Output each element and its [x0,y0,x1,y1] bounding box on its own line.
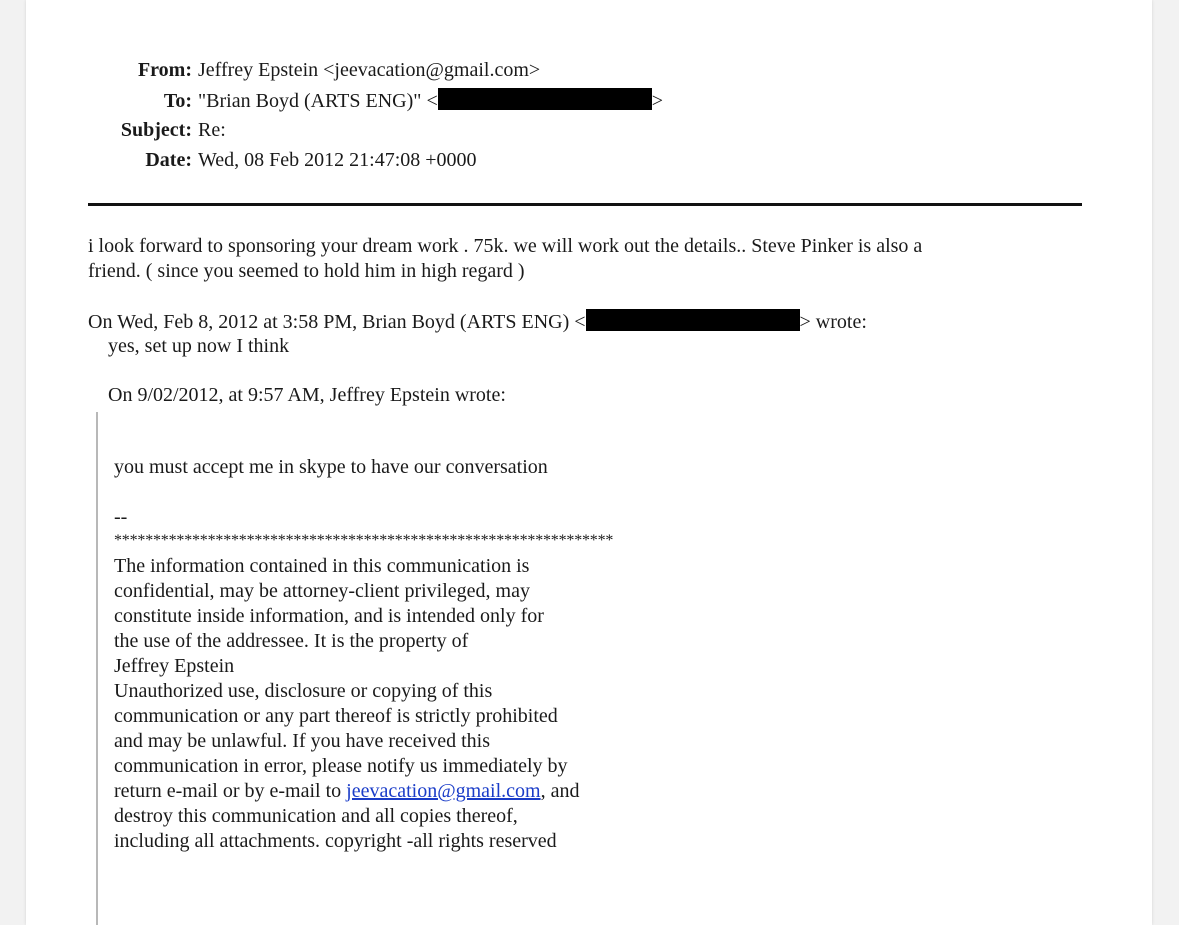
subject-label: Subject: [120,119,192,141]
to-close: > [651,90,664,112]
message-body [88,234,922,284]
from-label: From: [137,59,192,81]
message-line: i look forward to sponsoring your dream work . 75k. we will work out the details.. Steve Pinker is also a [88,235,923,257]
disclaimer-line: Jeffrey Epstein [114,655,235,677]
return-suffix: , and [540,780,580,802]
message-line: friend. ( since you seemed to hold him in high regard ) [88,260,525,282]
nested-body: you must accept me in skype to have our conversation [114,456,548,478]
disclaimer-line: communication or any part thereof is strictly prohibited [114,705,558,727]
date-value: Wed, 08 Feb 2012 21:47:08 +0000 [198,149,477,171]
date-label: Date: [145,149,192,171]
to-row [26,88,663,113]
return-prefix: return e-mail or by e-mail to [114,780,347,802]
disclaimer-line: destroy this communication and all copies thereof, [114,805,518,827]
subject-value: Re: [198,119,226,141]
nested-attribution: On 9/02/2012, at 9:57 AM, Jeffrey Epstein wrote: [108,384,506,406]
disclaimer-line: confidential, may be attorney-client privileged, may [114,580,530,602]
redaction-block [586,309,800,331]
disclaimer-line: Unauthorized use, disclosure or copying of this [114,680,493,702]
disclaimer [114,554,579,854]
reply-body: yes, set up now I think [108,335,290,357]
email-link[interactable]: jeevacation@gmail.com [346,780,541,802]
from-value: Jeffrey Epstein <jeevacation@gmail.com> [198,59,541,81]
signature-dashes: -- [114,506,128,528]
attribution-prefix: On Wed, Feb 8, 2012 at 3:58 PM, Brian Boyd (ARTS ENG) < [88,311,586,333]
disclaimer-line: the use of the addressee. It is the property of [114,630,469,652]
header-divider [88,203,1082,206]
to-label: To: [163,90,192,112]
quote-bar [96,412,98,925]
redaction-block [438,88,652,110]
disclaimer-line: The information contained in this communication is [114,555,530,577]
attribution-suffix: > wrote: [799,311,867,333]
document-page [26,0,1152,925]
disclaimer-line [114,779,579,804]
reply-attribution [88,309,867,335]
subject-row [26,118,226,142]
disclaimer-line: communication in error, please notify us immediately by [114,755,568,777]
from-row [26,58,540,82]
signature-stars: **************************************************************** [114,532,614,549]
disclaimer-line: and may be unlawful. If you have received this [114,730,490,752]
disclaimer-line: including all attachments. copyright -all rights reserved [114,830,557,852]
disclaimer-line: constitute inside information, and is intended only for [114,605,544,627]
to-value: "Brian Boyd (ARTS ENG)" < [198,90,438,112]
date-row [26,148,477,172]
